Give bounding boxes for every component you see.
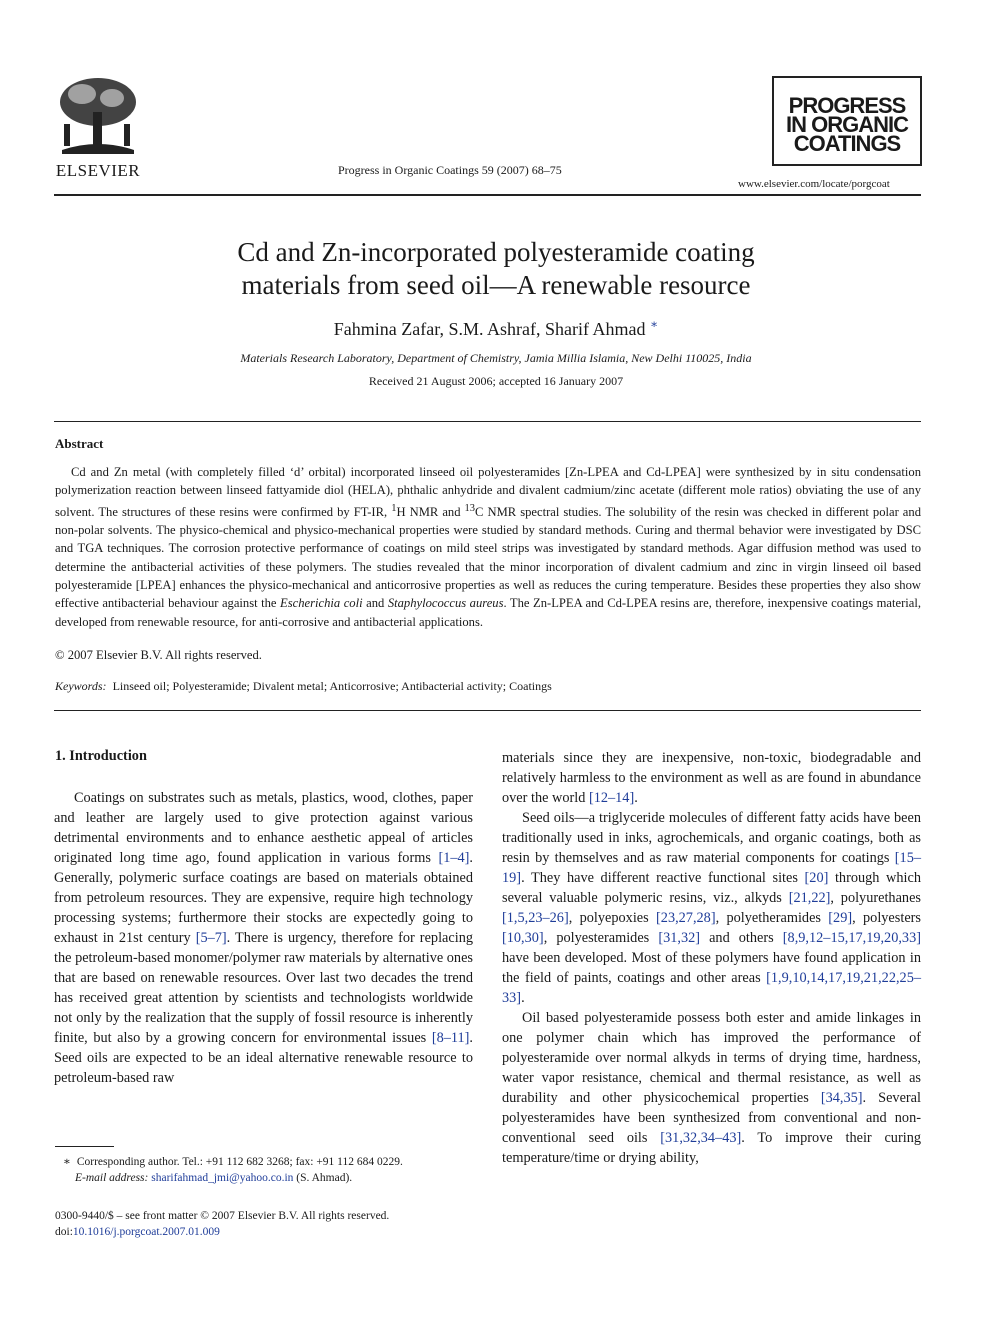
title-line: Cd and Zn-incorporated polyesteramide coating [237, 237, 755, 267]
received-dates: Received 21 August 2006; accepted 16 January 2007 [368, 374, 624, 388]
journal-citation: Progress in Organic Coatings 59 (2007) 68–75 [338, 163, 562, 177]
text-span: , polyepoxies [568, 910, 657, 926]
citation-link[interactable]: [8,9,12–15,17,19,20,33] [782, 930, 921, 946]
keywords-list: Linseed oil; Polyesteramide; Divalent metal; Anticorrosive; Antibacterial activity; Coatings [112, 679, 552, 693]
citation-link[interactable]: [31,32,34–43] [660, 1130, 742, 1146]
footnote-text: Corresponding author. Tel.: +91 112 682 3268; fax: +91 112 684 0229. [76, 1156, 403, 1168]
text-span: , polyesteramides [543, 930, 659, 946]
citation-link[interactable]: [15–19] [502, 850, 921, 886]
citation-link[interactable]: [20] [804, 870, 829, 886]
citation-link[interactable]: [8–11] [431, 1030, 470, 1046]
journal-logo-line: COATINGS [793, 131, 901, 156]
text-span: , polyurethanes [830, 890, 921, 906]
paragraph [54, 788, 473, 1088]
abstract-heading: Abstract [55, 436, 104, 451]
footnote [55, 1154, 475, 1186]
text-span: . To improve their curing temperature/time or drying ability, [502, 1130, 921, 1166]
citation-link[interactable]: [1,5,23–26] [502, 910, 569, 926]
abstract-sup: 13 [464, 502, 476, 514]
keywords-bottom-rule [54, 710, 921, 711]
abstract-span: C NMR spectral studies. The solubility of the resin was checked in different polar and non-polar solvents. The physico-chemical and physico-mechanical properties were studied by standard methods. Curing and thermal behavior were investigated by DSC and TGA techniques. The corrosion protective performance of coatings on mild steel strips was investigated by standard methods. Agar diffusion method was used to determine the antibacterial activities of these polymers. The studies revealed that the minor incorporation of divalent cadmium and zinc in virgin linseed oil based polyesteramide [LPEA] enhances the physico-mechanical and anticorrosive properties as well as reduces the curing temperature. Besides these properties they also show effective antibacterial behaviour against the [55, 504, 921, 611]
text-span: Coatings on substrates such as metals, plastics, wood, clothes, paper and leather are largely used to give protection against various detrimental environments and to enhance aesthetic appeal of articles originated long time ago, found application in various forms [54, 790, 473, 866]
text-span: materials since they are inexpensive, non-toxic, biodegradable and relatively harmless to the environment as well as are found in abundance over the world [502, 750, 921, 806]
title-line: materials from seed oil—A renewable resource [241, 270, 751, 300]
text-span: through which several valuable polymeric resins, viz., alkyds [502, 870, 921, 906]
header-divider [54, 194, 921, 196]
left-column [54, 788, 473, 1088]
authors [0, 317, 992, 340]
bottom-info [55, 1208, 389, 1240]
text-span: . Generally, polymeric surface coatings are based on materials obtained from petroleum resources. They are expensive, require high technology processing systems; furthermore their stocks are expectedly going to exhaust in 21st century [54, 850, 473, 946]
publisher-name: ELSEVIER [55, 161, 141, 180]
elsevier-logo [52, 72, 147, 181]
abstract-copyright: © 2007 Elsevier B.V. All rights reserved. [55, 648, 262, 662]
species-name: Escherichia coli [280, 596, 363, 611]
article-title [0, 236, 992, 302]
issn-line: 0300-9440/$ – see front matter © 2007 Elsevier B.V. All rights reserved. [55, 1210, 390, 1222]
text-span: Oil based polyesteramide possess both ester and amide linkages in one polymer chain which has improved the performance of polyesteramide over normal alkyds in terms of drying time, hardness, water vapor resistance, chemical and thermal resistance, as well as durability and other physicochemical properties [502, 1010, 921, 1106]
right-column [502, 748, 921, 1168]
paragraph [502, 1008, 921, 1168]
text-span: . They have different reactive functional sites [521, 870, 805, 886]
text-span: and others [700, 930, 783, 946]
footnote-mark: ∗ [63, 1156, 71, 1168]
citation-link[interactable]: [31,32] [658, 930, 701, 946]
text-span: Seed oils—a triglyceride molecules of different fatty acids have been traditionally used in inks, agrochemicals, and organic coatings, both as resin by themselves and as raw material components for coatings [502, 810, 921, 866]
keywords [55, 679, 552, 694]
email-link[interactable]: sharifahmad_jmi@yahoo.co.in [151, 1172, 294, 1184]
citation-link[interactable]: [1–4] [438, 850, 470, 866]
text-span: . There is urgency, therefore for replacing the petroleum-based monomer/polymer raw materials by alternative ones that are based on renewable resources. Over last two decades the trend has received great attention by scientists and technologists worldwide not only by the realization that the supply of fossil resource is inherently finite, but also by a growing concern for environmental issues [54, 930, 473, 1046]
paragraph [502, 808, 921, 1008]
corresponding-author-mark[interactable]: ∗ [650, 317, 659, 331]
citation-link[interactable]: [29] [828, 910, 853, 926]
footnote-text: (S. Ahmad). [296, 1172, 353, 1184]
citation-link[interactable]: [1,9,10,14,17,19,21,22,25–33] [502, 970, 921, 1006]
citation-link[interactable]: [10,30] [502, 930, 544, 946]
affiliation: Materials Research Laboratory, Department of Chemistry, Jamia Millia Islamia, New Delhi 110025, India [240, 351, 752, 365]
citation-link[interactable]: [34,35] [820, 1090, 863, 1106]
text-span: . Seed oils are expected to be an ideal alternative renewable resource to petroleum-based raw [54, 1030, 473, 1086]
journal-logo-line: IN ORGANIC [786, 112, 908, 137]
abstract-top-rule [54, 421, 921, 422]
text-span: , polyesters [852, 910, 921, 926]
journal-logo [772, 76, 922, 166]
journal-logo-line: PROGRESS [788, 93, 906, 118]
text-span: , polyetheramides [715, 910, 829, 926]
text-span: . [521, 990, 525, 1006]
abstract-span: . The Zn-LPEA and Cd-LPEA resins are, therefore, inexpensive coatings material, developed from renewable resource, for anti-corrosive and antibacterial applications. [55, 596, 922, 629]
text-span: . [634, 790, 638, 806]
citation-link[interactable]: [21,22] [788, 890, 831, 906]
elsevier-tree-icon [52, 72, 144, 154]
abstract-span: H NMR and [396, 504, 465, 519]
author-names: Fahmina Zafar, S.M. Ashraf, Sharif Ahmad [333, 319, 646, 339]
abstract-span: Cd and Zn metal (with completely filled ‘d’ orbital) incorporated linseed oil polyesteramides [Zn-LPEA and Cd-LPEA] were synthesized by in situ condensation polymerization reaction between linseed fattyamide diol (HELA), phthalic anhydride and divalent cadmium/zinc acetate (different mole ratios) obviating the use of any solvent. The structures of these resins were confirmed by FT-IR, [55, 465, 921, 519]
footnote-rule [55, 1146, 114, 1147]
journal-url[interactable]: www.elsevier.com/locate/porgcoat [738, 178, 890, 190]
doi-label: doi: [55, 1226, 73, 1238]
citation-link[interactable]: [23,27,28] [656, 910, 716, 926]
email-label: E-mail address: [75, 1172, 149, 1184]
abstract-span: and [362, 596, 388, 611]
abstract-sup: 1 [391, 502, 397, 514]
citation-link[interactable]: [5–7] [195, 930, 227, 946]
doi-link[interactable]: 10.1016/j.porgcoat.2007.01.009 [72, 1226, 220, 1238]
species-name: Staphylococcus aureus [387, 596, 504, 611]
keywords-label: Keywords: [55, 679, 107, 693]
text-span: have been developed. Most of these polymers have found application in the field of paints, coatings and other areas [502, 950, 921, 986]
citation-link[interactable]: [12–14] [588, 790, 635, 806]
text-span: . Several polyesteramides have been synthesized from conventional and non-conventional seed oils [502, 1090, 921, 1146]
section-heading: 1. Introduction [55, 748, 147, 764]
paragraph [502, 748, 921, 808]
abstract-text [55, 463, 921, 631]
